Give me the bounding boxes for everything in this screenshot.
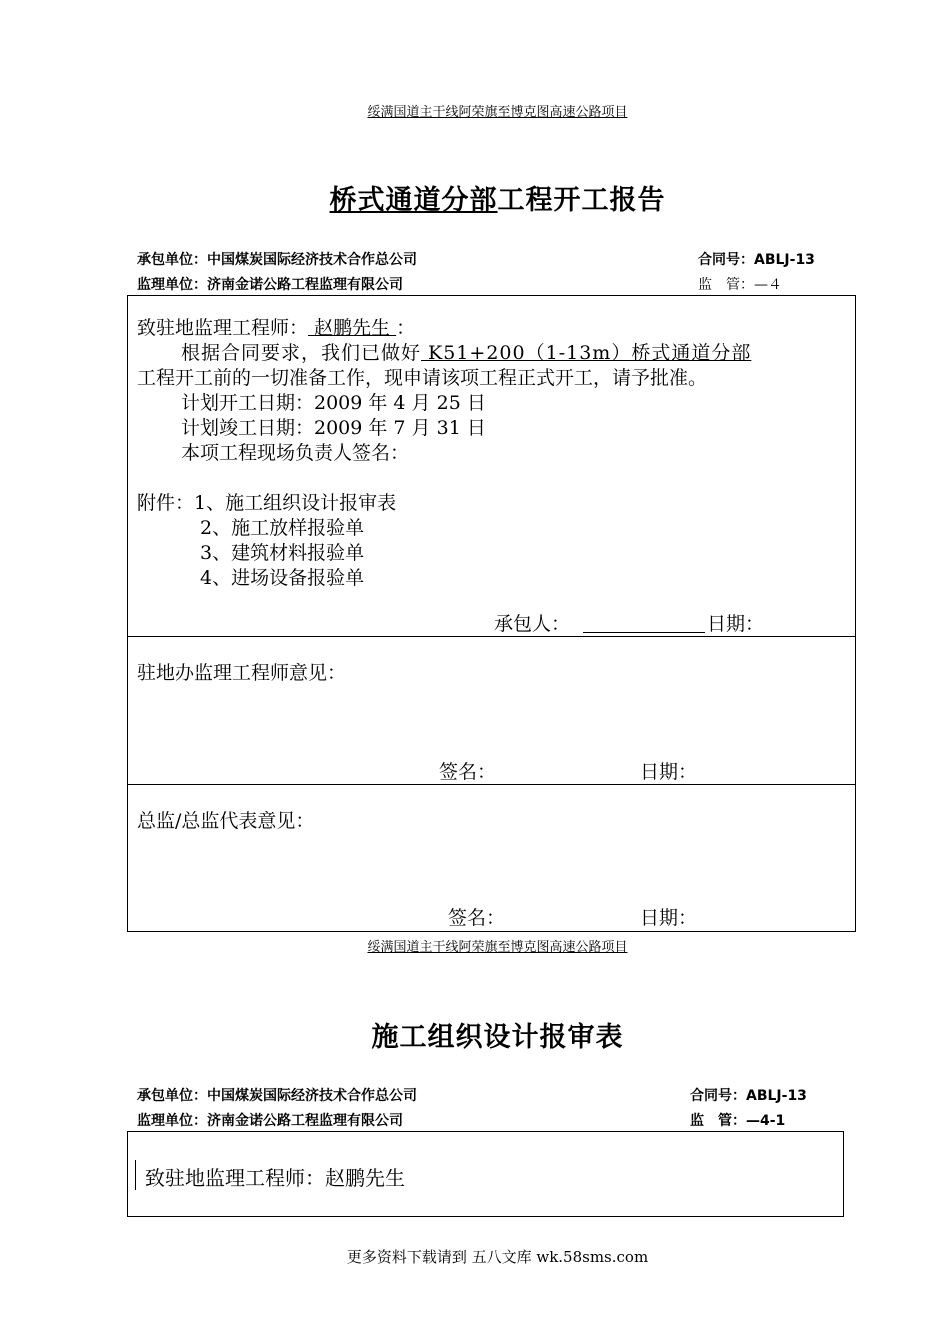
contractor-signature-label: 承包人： [494, 613, 571, 635]
attachment-item: 2、施工放样报验单 [200, 517, 365, 539]
project-header: 绥满国道主干线阿荣旗至博克图高速公路项目 [367, 105, 628, 120]
recipient-prefix: 致驻地监理工程师： [137, 317, 309, 339]
download-footer: 更多资料下载请到 五八文库 wk.58sms.com [346, 1248, 649, 1266]
recipient-line: 致驻地监理工程师：赵鹏先生 [145, 1166, 405, 1190]
table-bottom-border [127, 1216, 844, 1217]
chief-date-label: 日期： [640, 907, 698, 929]
page-title [0, 178, 950, 217]
supervisor-unit: 监理单位：济南金诺公路工程监理有限公司 [137, 277, 403, 293]
site-manager-signature: 本项工程现场负责人签名： [181, 442, 410, 464]
request-prefix: 根据合同要求，我们已做好 [181, 342, 422, 364]
supervisor-unit: 监理单位：济南金诺公路工程监理有限公司 [137, 1113, 403, 1129]
resident-date-label: 日期： [640, 761, 698, 783]
recipient-line [137, 316, 415, 341]
planned-end-date: 计划竣工日期：2009 年 7 月 31 日 [181, 417, 486, 439]
title-rest: 工程开工报告 [497, 185, 666, 216]
recipient-suffix: ： [396, 317, 416, 339]
signature-blank-line [583, 632, 705, 633]
attachments-label [137, 491, 396, 516]
contractor-date-label: 日期： [707, 613, 765, 635]
chief-supervisor-opinion: 总监/总监代表意见： [137, 810, 315, 832]
contract-number: 合同号：ABLJ-13 [690, 1088, 807, 1104]
request-line-2: 工程开工前的一切准备工作，现申请该项工程正式开工，请予批准。 [137, 367, 708, 389]
recipient-name: 赵鹏先生 [308, 317, 397, 339]
table-left-border [127, 1131, 128, 1217]
chief-sign-label: 签名： [448, 907, 506, 929]
supervision-number: 监 管：—4-1 [690, 1113, 786, 1129]
request-line-1 [181, 341, 751, 366]
cell-marker [135, 1160, 136, 1190]
project-header: 绥满国道主干线阿荣旗至博克图高速公路项目 [367, 940, 628, 955]
request-project: K51+200（1-13m）桥式通道分部 [421, 342, 752, 364]
supervision-number: 监 管：—４ [698, 277, 782, 293]
contract-number: 合同号：ABLJ-13 [698, 252, 815, 268]
title-underlined-part: 桥式通道分部 [329, 185, 498, 216]
attachment-item: 3、建筑材料报验单 [200, 542, 365, 564]
page-title: 施工组织设计报审表 [371, 1022, 624, 1053]
attachments-prefix: 附件： [137, 492, 195, 514]
contractor-unit: 承包单位：中国煤炭国际经济技术合作总公司 [137, 1088, 417, 1104]
table-top-border [127, 1131, 844, 1132]
resident-sign-label: 签名： [439, 761, 497, 783]
attachment-item: 1、施工组织设计报审表 [194, 492, 397, 514]
contractor-unit: 承包单位：中国煤炭国际经济技术合作总公司 [137, 252, 417, 268]
resident-engineer-opinion: 驻地办监理工程师意见： [137, 662, 347, 684]
table-right-border [843, 1131, 844, 1217]
planned-start-date: 计划开工日期：2009 年 4 月 25 日 [181, 392, 486, 414]
attachment-item: 4、进场设备报验单 [200, 567, 365, 589]
